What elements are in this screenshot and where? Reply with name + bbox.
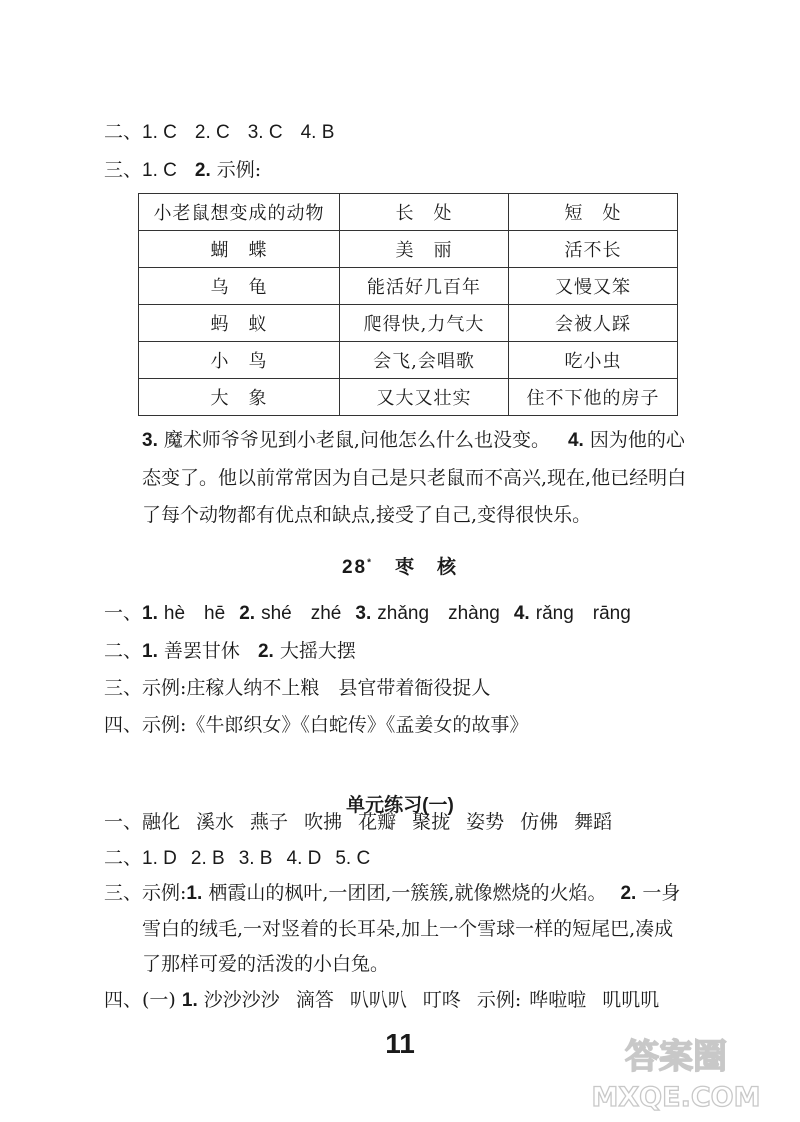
answer-text: 因为他的心 bbox=[589, 429, 685, 451]
unit-practice-title: 单元练习(一) bbox=[346, 795, 454, 816]
word: 滴答 bbox=[295, 989, 334, 1011]
table-header-cell: 长 处 bbox=[340, 194, 509, 231]
lesson-number: 28 bbox=[341, 557, 368, 578]
lesson28-q3 bbox=[104, 676, 800, 700]
question-label: 二、 bbox=[104, 121, 143, 143]
choice-answer: 2. C bbox=[194, 122, 230, 143]
item-number: 3. bbox=[142, 430, 158, 451]
sub-question-label: (一) bbox=[142, 989, 176, 1011]
table-cell: 小 鸟 bbox=[139, 342, 340, 379]
watermark-url: MXQE.COM bbox=[591, 1082, 761, 1113]
lesson28-q1 bbox=[104, 601, 800, 626]
word: 姿势 bbox=[466, 811, 505, 833]
lesson28-q2 bbox=[104, 639, 800, 664]
answer-line-er bbox=[104, 120, 800, 145]
item-number: 2. bbox=[620, 883, 637, 904]
example-label: 示例: bbox=[476, 989, 522, 1011]
word: 叭叭叭 bbox=[349, 989, 407, 1011]
lesson-name: 枣 核 bbox=[395, 557, 459, 578]
question-label: 一、 bbox=[104, 811, 143, 833]
table-cell: 乌 龟 bbox=[139, 268, 340, 305]
answer-3-4-line3: 了每个动物都有优点和缺点,接受了自己,变得很快乐。 bbox=[142, 504, 592, 526]
table-cell: 美 丽 bbox=[340, 231, 509, 268]
item-number: 3. bbox=[355, 603, 372, 624]
word: 聚拢 bbox=[412, 811, 451, 833]
table-cell: 又慢又笨 bbox=[509, 268, 678, 305]
word: 吹拂 bbox=[304, 811, 343, 833]
answer-3-4-line2: 态变了。他以前常常因为自己是只老鼠而不高兴,现在,他已经明白 bbox=[142, 467, 687, 489]
table-row bbox=[139, 268, 678, 305]
answer-line-san bbox=[104, 158, 800, 183]
word: 融化 bbox=[142, 811, 181, 833]
table-cell: 爬得快,力气大 bbox=[340, 305, 509, 342]
answer-text: 栖霞山的枫叶,一团团,一簇簇,就像燃烧的火焰。 bbox=[208, 882, 607, 904]
word: 花瓣 bbox=[358, 811, 397, 833]
watermark-logo bbox=[576, 1034, 776, 1114]
unit-q3-line1 bbox=[104, 881, 800, 906]
unit-q4 bbox=[104, 988, 800, 1013]
pinyin-answer: hè hē bbox=[163, 603, 226, 624]
table-cell: 会被人踩 bbox=[509, 305, 678, 342]
item-number: 4. bbox=[567, 430, 584, 451]
question-label: 三、 bbox=[104, 882, 143, 904]
table-header-cell: 短 处 bbox=[509, 194, 678, 231]
choice-answer: 3. B bbox=[238, 848, 273, 869]
choice-answer: 4. B bbox=[300, 122, 335, 143]
question-label: 二、 bbox=[104, 847, 143, 869]
example-label: 示例: bbox=[216, 159, 262, 181]
question-label: 三、 bbox=[104, 677, 143, 699]
lesson-title bbox=[0, 552, 800, 579]
animal-table bbox=[138, 193, 678, 416]
word: 仿佛 bbox=[520, 811, 559, 833]
item-number: 2. bbox=[257, 641, 274, 662]
lesson-mark: * bbox=[367, 557, 374, 569]
item-number: 4. bbox=[513, 603, 530, 624]
table-header-row bbox=[139, 194, 678, 231]
choice-answer: 2. B bbox=[190, 848, 225, 869]
question-label: 四、 bbox=[104, 989, 143, 1011]
word: 叽叽叽 bbox=[602, 989, 660, 1011]
table-cell: 会飞,会唱歌 bbox=[340, 342, 509, 379]
question-label: 一、 bbox=[104, 602, 143, 624]
unit-q1 bbox=[104, 810, 800, 834]
table-row bbox=[139, 305, 678, 342]
answer-text: 示例:《牛郎织女》《白蛇传》《孟姜女的故事》 bbox=[142, 714, 529, 736]
item-number: 2. bbox=[194, 160, 211, 181]
item-number: 1. bbox=[142, 603, 158, 624]
pinyin-answer: shé zhé bbox=[261, 603, 342, 624]
answer-text: 大摇大摆 bbox=[279, 640, 356, 662]
choice-answer: 3. C bbox=[247, 122, 283, 143]
unit-q3-line3: 了那样可爱的活泼的小白兔。 bbox=[142, 953, 390, 975]
choice-answer: 5. C bbox=[335, 848, 371, 869]
unit-q3-line2: 雪白的绒毛,一对竖着的长耳朵,加上一个雪球一样的短尾巴,凑成 bbox=[142, 918, 674, 940]
word: 舞蹈 bbox=[574, 811, 613, 833]
lesson28-q4 bbox=[104, 713, 800, 737]
answer-3-4-line1 bbox=[142, 428, 800, 453]
question-label: 三、 bbox=[104, 159, 143, 181]
table-cell: 又大又壮实 bbox=[340, 379, 509, 416]
word: 哗啦啦 bbox=[529, 989, 587, 1011]
choice-answer: 1. D bbox=[142, 848, 177, 869]
table-cell: 住不下他的房子 bbox=[509, 379, 678, 416]
item-number: 1. bbox=[186, 883, 203, 904]
question-label: 二、 bbox=[104, 640, 143, 662]
word: 溪水 bbox=[196, 811, 235, 833]
example-label: 示例: bbox=[142, 882, 187, 904]
table-cell: 大 象 bbox=[139, 379, 340, 416]
choice-answer: 1. C bbox=[142, 160, 177, 181]
word: 燕子 bbox=[250, 811, 289, 833]
answer-text: 魔术师爷爷见到小老鼠,问他怎么什么也没变。 bbox=[163, 429, 550, 451]
table-cell: 活不长 bbox=[509, 231, 678, 268]
choice-answer: 4. D bbox=[286, 848, 322, 869]
answer-text: 一身 bbox=[642, 882, 681, 904]
unit-q2 bbox=[104, 846, 800, 871]
pinyin-answer: rǎng rāng bbox=[535, 603, 631, 624]
answer-text: 善罢甘休 bbox=[163, 640, 240, 662]
table-header-cell: 小老鼠想变成的动物 bbox=[139, 194, 340, 231]
item-number: 1. bbox=[181, 990, 198, 1011]
table-cell: 蝴 蝶 bbox=[139, 231, 340, 268]
pinyin-answer: zhǎng zhàng bbox=[377, 603, 500, 624]
word: 沙沙沙沙 bbox=[203, 989, 280, 1011]
item-number: 2. bbox=[239, 603, 256, 624]
item-number: 1. bbox=[142, 641, 158, 662]
table-row bbox=[139, 231, 678, 268]
choice-answer: 1. C bbox=[142, 122, 177, 143]
table-row bbox=[139, 342, 678, 379]
table-cell: 蚂 蚁 bbox=[139, 305, 340, 342]
answer-text: 示例:庄稼人纳不上粮 县官带着衙役捉人 bbox=[142, 677, 491, 699]
watermark-title: 答案圈 bbox=[625, 1037, 727, 1077]
question-label: 四、 bbox=[104, 714, 143, 736]
page-number: 11 bbox=[385, 1028, 415, 1059]
word: 叮咚 bbox=[422, 989, 461, 1011]
table-row bbox=[139, 379, 678, 416]
table-cell: 吃小虫 bbox=[509, 342, 678, 379]
table-cell: 能活好几百年 bbox=[340, 268, 509, 305]
